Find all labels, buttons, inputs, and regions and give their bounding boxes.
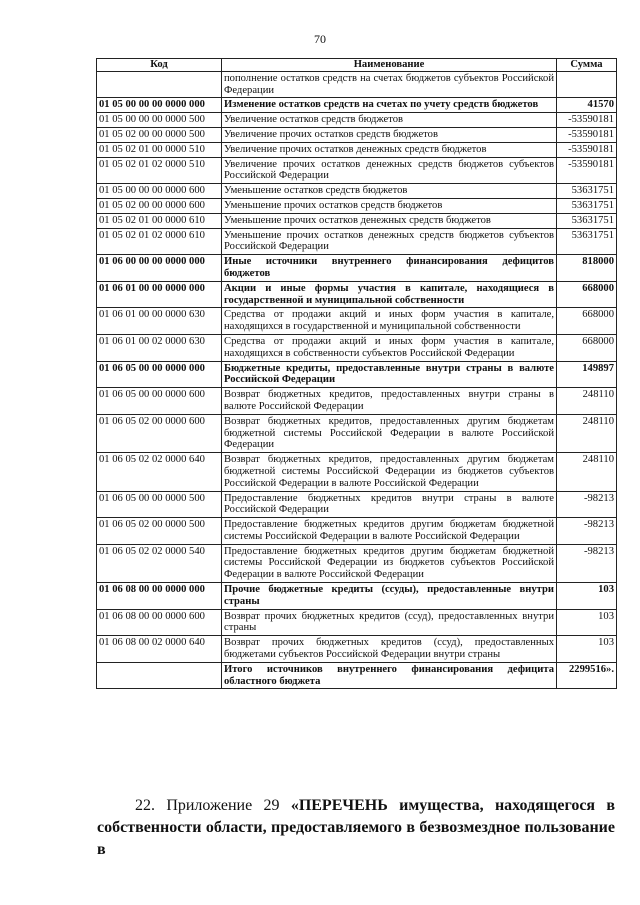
cell-name: Уменьшение прочих остатков денежных средств бюджетов субъектов Российской Федерации [222,228,557,255]
cell-sum: -53590181 [557,142,617,157]
header-name: Наименование [222,59,557,72]
cell-sum: 248110 [557,453,617,491]
cell-name: Возврат бюджетных кредитов, предоставленных внутри страны в валюте Российской Федерации [222,388,557,415]
cell-code: 01 06 08 00 00 0000 600 [97,609,222,636]
cell-name: пополнение остатков средств на счетах бюджетов субъектов Российской Федерации [222,71,557,98]
cell-sum: -98213 [557,518,617,545]
cell-sum: 248110 [557,388,617,415]
paragraph-number: 22. [135,797,155,814]
table-row [97,636,617,663]
cell-name: Акции и иные формы участия в капитале, находящиеся в государственной и муниципальной собственности [222,281,557,308]
table-row [97,98,617,113]
cell-sum: 53631751 [557,213,617,228]
table-row [97,157,617,184]
cell-name: Уменьшение прочих остатков денежных средств бюджетов [222,213,557,228]
cell-code: 01 05 00 00 00 0000 500 [97,113,222,128]
table-header-row [97,59,617,72]
cell-sum: 53631751 [557,198,617,213]
table-row [97,609,617,636]
table-row [97,491,617,518]
cell-code: 01 06 05 00 00 0000 000 [97,361,222,388]
cell-sum: 103 [557,583,617,610]
cell-sum: 2299516». [557,662,617,689]
cell-code: 01 05 00 00 00 0000 600 [97,184,222,199]
paragraph-bold-text: «ПЕРЕЧЕНЬ имущества, находящегося в собственности области, предоставляемого в безвозмездное пользование в [97,797,616,858]
cell-name: Изменение остатков средств на счетах по учету средств бюджетов [222,98,557,113]
cell-code: 01 06 05 00 00 0000 500 [97,491,222,518]
table-row [97,281,617,308]
cell-name: Иные источники внутреннего финансирования дефицитов бюджетов [222,255,557,282]
table-row [97,184,617,199]
cell-code: 01 06 05 00 00 0000 600 [97,388,222,415]
cell-code [97,71,222,98]
financing-sources-table [96,58,617,689]
cell-code [97,662,222,689]
table-row [97,453,617,491]
table-row [97,544,617,582]
cell-sum: -98213 [557,491,617,518]
cell-code: 01 06 08 00 02 0000 640 [97,636,222,663]
cell-code: 01 06 05 02 02 0000 640 [97,453,222,491]
page-number: 70 [314,32,326,46]
table-row [97,142,617,157]
cell-sum: 103 [557,636,617,663]
cell-name: Предоставление бюджетных кредитов другим бюджетам бюджетной системы Российской Федерации из бюджетов субъектов Российской Федерации в валюте Российской Федерации [222,544,557,582]
cell-code: 01 06 00 00 00 0000 000 [97,255,222,282]
table-row [97,308,617,335]
cell-sum: 53631751 [557,228,617,255]
cell-name: Увеличение прочих остатков денежных средств бюджетов субъектов Российской Федерации [222,157,557,184]
cell-sum: 149897 [557,361,617,388]
cell-name: Возврат прочих бюджетных кредитов (ссуд), предоставленных внутри страны [222,609,557,636]
cell-sum: -53590181 [557,127,617,142]
table-row [97,388,617,415]
cell-sum: 248110 [557,414,617,452]
cell-sum: -98213 [557,544,617,582]
cell-code: 01 06 05 02 00 0000 600 [97,414,222,452]
cell-name: Уменьшение прочих остатков средств бюджетов [222,198,557,213]
table-row [97,518,617,545]
table-row [97,198,617,213]
paragraph-lead: Приложение 29 [166,797,280,814]
table-row [97,334,617,361]
cell-code: 01 05 02 01 02 0000 610 [97,228,222,255]
table-row [97,228,617,255]
cell-name: Уменьшение остатков средств бюджетов [222,184,557,199]
cell-name: Средства от продажи акций и иных форм участия в капитале, находящихся в собственности субъектов Российской Федерации [222,334,557,361]
cell-code: 01 05 02 00 00 0000 600 [97,198,222,213]
table-row [97,71,617,98]
cell-code: 01 06 05 02 00 0000 500 [97,518,222,545]
cell-name: Возврат прочих бюджетных кредитов (ссуд), предоставленных бюджетами субъектов Российской Федерации внутри страны [222,636,557,663]
cell-name: Увеличение остатков средств бюджетов [222,113,557,128]
cell-sum: 41570 [557,98,617,113]
cell-sum: 103 [557,609,617,636]
table-row [97,127,617,142]
cell-code: 01 05 02 01 02 0000 510 [97,157,222,184]
cell-name: Средства от продажи акций и иных форм участия в капитале, находящихся в государственной и муниципальной собственности [222,308,557,335]
table-row [97,361,617,388]
cell-name: Прочие бюджетные кредиты (ссуды), предоставленные внутри страны [222,583,557,610]
cell-sum: -53590181 [557,157,617,184]
cell-sum: 668000 [557,334,617,361]
cell-sum [557,71,617,98]
cell-code: 01 06 05 02 02 0000 540 [97,544,222,582]
cell-code: 01 05 02 01 00 0000 510 [97,142,222,157]
cell-sum: -53590181 [557,113,617,128]
cell-sum: 53631751 [557,184,617,199]
cell-name: Увеличение прочих остатков средств бюджетов [222,127,557,142]
cell-sum: 668000 [557,281,617,308]
cell-name: Возврат бюджетных кредитов, предоставленных другим бюджетам бюджетной системы Российской Федерации из бюджетов субъектов Российской Федерации в валюте Российской Федерации [222,453,557,491]
cell-code: 01 05 00 00 00 0000 000 [97,98,222,113]
cell-code: 01 06 08 00 00 0000 000 [97,583,222,610]
cell-code: 01 06 01 00 00 0000 000 [97,281,222,308]
cell-name: Возврат бюджетных кредитов, предоставленных другим бюджетам бюджетной системы Российской Федерации в валюте Российской Федерации [222,414,557,452]
cell-name: Итого источников внутреннего финансирования дефицита областного бюджета [222,662,557,689]
table-row [97,113,617,128]
table-row [97,662,617,689]
table-row [97,255,617,282]
table-row [97,213,617,228]
cell-sum: 818000 [557,255,617,282]
cell-code: 01 06 01 00 02 0000 630 [97,334,222,361]
cell-name: Увеличение прочих остатков денежных средств бюджетов [222,142,557,157]
cell-code: 01 06 01 00 00 0000 630 [97,308,222,335]
header-sum: Сумма [557,59,617,72]
appendix-paragraph [97,795,615,861]
table-body [97,71,617,689]
cell-code: 01 05 02 00 00 0000 500 [97,127,222,142]
table-row [97,583,617,610]
cell-name: Предоставление бюджетных кредитов внутри страны в валюте Российской Федерации [222,491,557,518]
header-code: Код [97,59,222,72]
cell-sum: 668000 [557,308,617,335]
table-row [97,414,617,452]
cell-name: Бюджетные кредиты, предоставленные внутри страны в валюте Российской Федерации [222,361,557,388]
cell-name: Предоставление бюджетных кредитов другим бюджетам бюджетной системы Российской Федерации в валюте Российской Федерации [222,518,557,545]
cell-code: 01 05 02 01 00 0000 610 [97,213,222,228]
